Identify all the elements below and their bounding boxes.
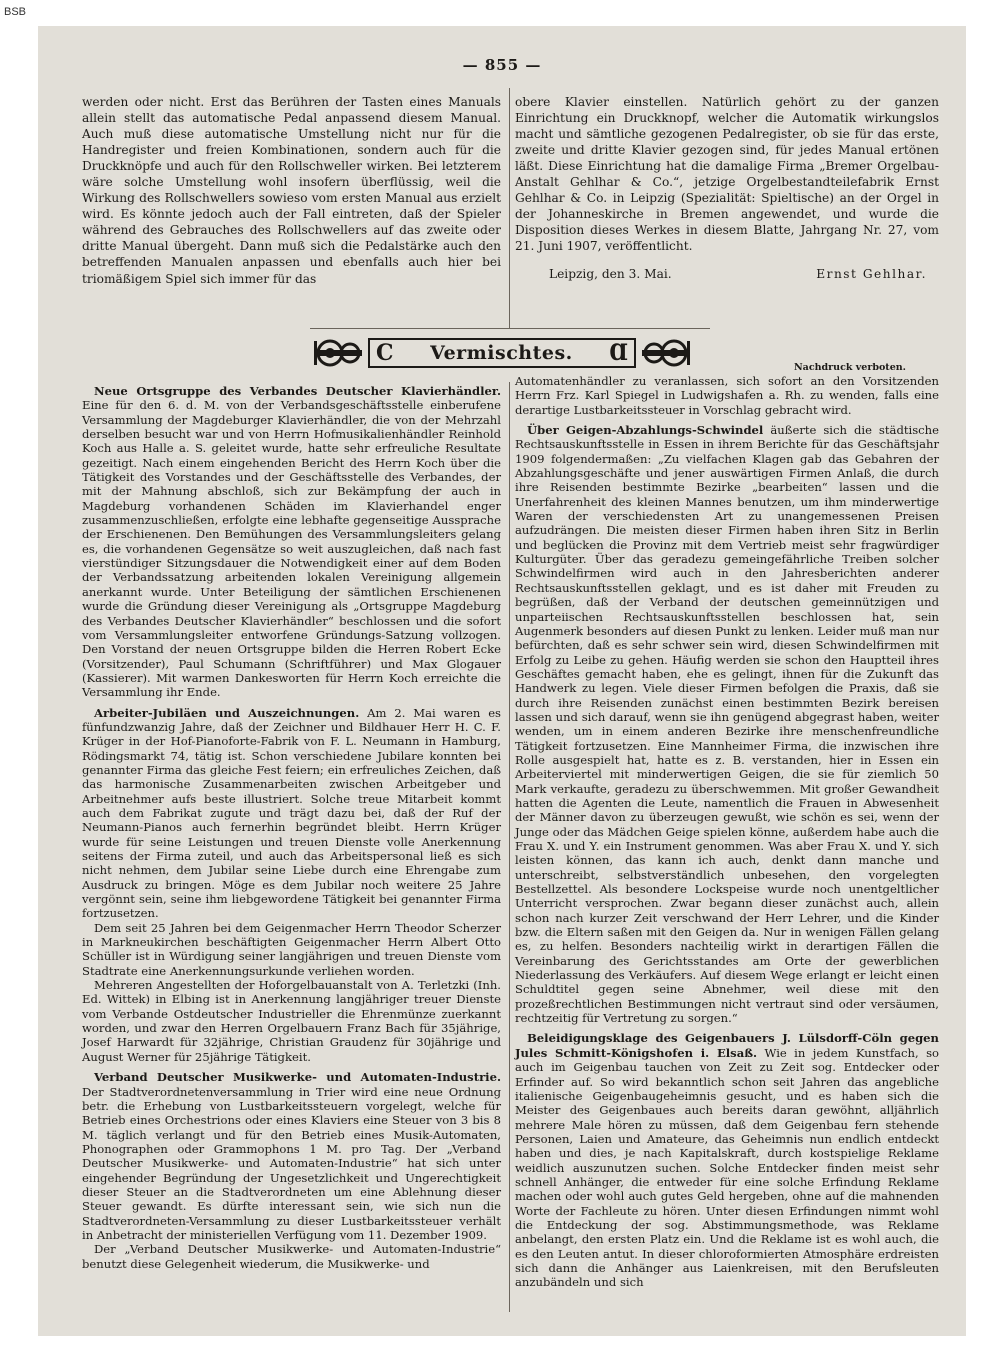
column-divider-bottom	[509, 382, 510, 1312]
article-paragraph	[82, 384, 501, 700]
section-title: Vermischtes.	[430, 342, 573, 364]
article-paragraph	[515, 1031, 939, 1289]
curl-left-icon: C	[376, 340, 394, 366]
section-banner	[314, 333, 690, 373]
top-left-text: werden oder nicht. Erst das Berühren der Tasten eines Manuals allein stellt das automatische Pedal anpassend diesem Manual. Auch muß diese automatische Umstellung nicht nur für die Handregister und freien Kombinationen, sondern auch für die Druckknöpfe und auch für den Rollschweller wirken. Bei letzterem wäre solche Umstellung wohl insofern überflüssig, weil die Wirkung des Rollschwellers sowieso vom ersten Manual aus erzielt wird. Es könnte jedoch auch der Fall eintreten, daß der Spieler während des Gebrauches des Rollschwellers auf das zweite oder dritte Manual übergeht. Dann muß sich die Pedalstärke auch den betreffenden Manualen anpassen und ebenfalls auch hier bei triomäßigem Spiel sich immer für das	[82, 95, 501, 286]
right-column	[515, 374, 939, 1290]
article-text: Mehreren Angestellten der Hoforgelbauanstalt von A. Terletzki (Inh. Ed. Wittek) in Elbing ist in Anerkennung langjähriger treuer Dienste vom Verbande Ostdeutscher Industrieller die Ehrenmünze zuerkannt worden, und zwar den Herren Orgelbauern Franz Bach für 35jährige, Josef Harwardt für 32jährige, Christian Graudenz für 30jährige und August Werner für 25jährige Tätigkeit.	[82, 978, 501, 1064]
signature-author: Ernst Gehlhar.	[816, 267, 927, 282]
article-paragraph	[82, 1070, 501, 1242]
article-text: Dem seit 25 Jahren bei dem Geigenmacher Herrn Theodor Scherzer in Markneukirchen beschäftigten Geigenmacher Herrn Albert Otto Schüller ist in Würdigung seiner langjährigen und treuen Dienste vom Stadtrate eine Anerkennungsurkunde verliehen worden.	[82, 920, 501, 978]
article-text: äußerte sich die städtische Rechtsauskunftsstelle in Essen in ihrem Berichte für das Geschäftsjahr 1909 folgendermaßen: „Zu vielfachen Klagen gab das Gebahren der Abzahlungsgeschäfte und jener auswärtigen Firmen Anlaß, die durch ihre Reisenden bestimmte Bezirke „bearbeiten“ lassen und die Unerfahrenheit des kleinen Mannes benutzen, um ihm minderwertige Waren der verschiedensten Art zu unangemessenen Preisen aufzudrängen. Die meisten dieser Firmen haben ihren Sitz in Berlin und beglücken die Provinz mit dem Vertrieb meist sehr fragwürdiger Kulturgüter. Über das geradezu gemeingefährliche Treiben solcher Schwindelfirmen wird auch in den Jahresberichten anderer Rechtsauskunftsstellen geklagt, und es ist daher mit Freuden zu begrüßen, daß der Verband der deutschen gemeinnützigen und unparteiischen Rechtsauskunftsstellen beschlossen hat, sein Augenmerk besonders auf diesen Punkt zu lenken. Leider muß man nur befürchten, daß es sehr schwer sein wird, diesen Schwindelfirmen mit Erfolg zu Leibe zu gehen. Häufig werden sie schon den Hauptteil ihres Geschäftes gemacht haben, ehe es gelingt, ihnen für die Zukunft das Handwerk zu legen. Viele dieser Firmen befolgen die Praxis, daß sie durch ihre Reisenden zunächst einen bestimmten Bezirk bereisen lassen und sich darauf, wenn sie ihn genügend abgegrast haben, weiter wenden, um in einem anderen Bezirke ihre menschenfreundliche Tätigkeit fortzusetzen. Eine Mannheimer Firma, die inzwischen ihre Rolle ausgespielt hat, hatte es z. B. verstanden, hier in Essen ein Arbeiterviertel mit minderwertigen Geigen, die sie für ziemlich 50 Mark verkaufte, geradezu zu überschwemmen. Mit großer Gewandheit hatten die Agenten die Leute, namentlich die Frauen in Abwesenheit der Männer davon zu überzeugen gewußt, wie schön es sei, wenn der Junge oder das Mädchen Geige spielen könne, außerdem habe auch die Frau X. und Y. ein Instrument genommen. Was aber Frau X. und Y. sich leisten können, das kann ich auch, denkt dann manche und unterschreibt, selbstverständlich unbesehen, den vorgelegten Bestellzettel. Als besondere Lockspeise wurde noch unentgeltlicher Unterricht versprochen. Zwar begann dieser zunächst auch, allein schon nach kurzer Zeit verschwand der Herr Lehrer, und die Kinder bzw. die Eltern saßen mit den Geigen da. Nur in wenigen Fällen gelang es, zu helfen. Besonders nachteilig wirkt in derartigen Fällen die Vereinbarung des Gerichtsstandes am Orte der gewerblichen Niederlassung des Verkäufers. Auf diesem Wege erlangt er leicht einen Schuldtitel gegen seine Abnehmer, weil diese mit den prozeßrechtlichen Bestimmungen nicht vertraut sind oder versäumen, rechtzeitig für Vertretung zu sorgen.“	[515, 423, 940, 1026]
reprint-note: Nachdruck verboten.	[794, 362, 906, 373]
article-text: Am 2. Mai waren es fünfundzwanzig Jahre, daß der Zeichner und Bildhauer Herr H. C. F. Krüger in der Hof-Pianoforte-Fabrik von F. L. Neumann in Hamburg, Rödingsmarkt 74, tätig ist. Schon verschiedene Jubilare konnten bei genannter Firma das gleiche Fest feiern; ein erfreuliches Zeichen, daß das harmonische Zusammenarbeiten zwischen Arbeitgeber und Arbeitnehmer aufs beste illustriert. Solche treue Mitarbeit kommt auch dem Fabrikat zugute und trägt dazu bei, daß der Ruf der Neumann-Pianos auch fernerhin begründet bleibt. Herrn Krüger wurde für seine Leistungen und treuen Dienste volle Anerkennung seitens der Firma zuteil, und auch das Arbeitspersonal ließ es sich nicht nehmen, dem Jubilar seine Liebe durch eine Ehrengabe zum Ausdruck zu bringen. Möge es dem Jubilar noch weitere 25 Jahre vergönnt sein, seine ihm liebgewordene Tätigkeit bei genannter Firma fortzusetzen.	[82, 705, 502, 921]
article-text: Automatenhändler zu veranlassen, sich sofort an den Vorsitzenden Herrn Frz. Karl Spiegel in Ludwigshafen a. Rh. zu wenden, falls eine derartige Lustbarkeitssteuer in Vorschlag gebracht wird.	[515, 374, 939, 417]
article-text: Eine für den 6. d. M. von der Verbandsgeschäftsstelle einberufene Versammlung der Magdeburger Klavierhändler, die von der Mehrzahl derselben besucht war und von Herrn Hofmusikalienhändler Reinhold Koch aus Halle a. S. geleitet wurde, hatte sehr erfreuliche Resultate gezeitigt. Nach einem eingehenden Bericht des Herrn Koch über die Tätigkeit des Vorstandes und der Geschäftsstelle des Verbandes, der mit der Mahnung abschloß, sich zur Bekämpfung der auch in Magdeburg vorhandenen Schäden im Klavierhandel enger zusammenzuschließen, erfolgte eine lebhafte gegenseitige Aussprache der Erschienenen. Den Bemühungen des Versammlungsleiters gelang es, die vorhandenen Gegensätze so weit auszugleichen, daß nach fast vierstündiger Sitzungsdauer die Notwendigkeit einer auf dem Boden der Verbandssatzung arbeitenden lokalen Vereinigung allgemein anerkannt wurde. Unter Beteiligung der sämtlichen Erschienenen wurde die Gründung dieser Vereinigung als „Ortsgruppe Magdeburg des Verbandes Deutscher Klavierhändler“ beschlossen und die sofort vom Versammlungsleiter entworfene Gründungs-Satzung vollzogen. Den Vorstand der neuen Ortsgruppe bilden die Herren Robert Ecke (Vorsitzender), Paul Schumann (Schriftführer) und Max Glogauer (Kassierer). Mit warmen Dankesworten für Herrn Koch erreichte die Versammlung ihr Ende.	[82, 398, 501, 700]
article-text: Wie in jedem Kunstfach, so auch im Geigenbau tauchen von Zeit zu Zeit sog. Entdecker oder Erfinder auf. So wird bekanntlich schon seit Jahren das angebliche italienische Geigenbaugeheimnis gesucht, und es haben sich die Meister des Geigenbaues auch bereits daran gewöhnt, alljährlich mehrere Male hören zu müssen, daß dem Geigenbau fern stehende Personen, Laien und Amateure, das Geheimnis nun endlich entdeckt haben und dies, je nach Kapitalskraft, durch kostspielige Reklame weidlich auszunutzen suchen. Solche Entdecker finden meist sehr schnell Anhänger, die entweder für eine solche Erfindung Reklame machen oder wohl auch gutes Geld hergeben, ohne auf die mahnenden Worte der Fachleute zu hören. Unter diesen Erfindungen nimmt wohl die Entdeckung der sog. Abstimmungsmethode, was Reklame anbelangt, den ersten Platz ein. Und die Reklame ist es wohl auch, die es den Leuten antut. In dieser chloroformierten Atmosphäre erdreisten sich dann die Anhänger aus Laienkreisen, mit den Berufsleuten anzubändeln und sich	[515, 1045, 939, 1290]
top-right-text: obere Klavier einstellen. Natürlich gehört zu der ganzen Einrichtung ein Druckknopf, welcher die Automatik wirkungslos macht und sämtliche gezogenen Pedalregister, ob sie für das erste, zweite und dritte Klavier gezogen sind, für jedes Manual ertönen läßt. Diese Einrichtung hat die damalige Firma „Bremer Orgelbau-Anstalt Gehlhar & Co.“, jetzige Orgelbestandteilefabrik Ernst Gehlhar & Co. in Leipzig (Spezialität: Spieltische) an der Orgel in der Johanneskirche in Bremen angewendet, und wurde die Disposition dieses Werkes in diesem Blatte, Jahrgang Nr. 27, vom 21. Juni 1907, veröffentlicht.	[515, 95, 939, 254]
ornament-left-icon	[314, 333, 364, 373]
article-heading: Über Geigen-Abzahlungs-Schwindel	[527, 423, 764, 438]
article-paragraph	[82, 921, 501, 978]
article-paragraph	[82, 978, 501, 1064]
signature-line	[515, 266, 939, 282]
column-divider-top	[509, 88, 510, 328]
article-text: Der Stadtverordnetenversammlung in Trier wird eine neue Ordnung betr. die Erhebung von Lustbarkeitssteuern vorgelegt, welche für Betrieb eines Orchestrions oder eines Klaviers eine Steuer von 3 bis 8 M. täglich verlangt und für den Betrieb eines Musik-Automaten, Phonographen oder Grammophons 1 M. pro Tag. Der „Verband Deutscher Musikwerke- und Automaten-Industrie“ hat sich unter eingehender Begründung der Ungesetzlichkeit und Ungerechtigkeit dieser Steuer an die Stadtverordneten um eine Ablehnung dieser Steuer gewandt. Es dürfte interessant sein, wie sich nun die Stadtverordneten-Versammlung zu dieser Lustbarkeitssteuer verhält in Anbetracht der ministeriellen Verfügung vom 11. Dezember 1909.	[82, 1084, 501, 1242]
article-heading: Verband Deutscher Musikwerke- und Automaten-Industrie.	[94, 1070, 501, 1085]
article-paragraph	[515, 423, 939, 1025]
article-text: Der „Verband Deutscher Musikwerke- und Automaten-Industrie“ benutzt diese Gelegenheit wiederum, die Musikwerke- und	[82, 1242, 501, 1271]
left-column	[82, 384, 501, 1271]
article-heading: Neue Ortsgruppe des Verbandes Deutscher Klavierhändler.	[94, 384, 501, 398]
article-heading: Arbeiter-Jubiläen und Auszeichnungen.	[94, 705, 360, 720]
curl-right-icon: Ɑ	[609, 340, 628, 366]
article-heading: Beleidigungsklage des Geigenbauers J. Lülsdorff-Cöln gegen Jules Schmitt-Königshofen i. Elsaß.	[515, 1031, 939, 1060]
article-paragraph	[82, 1242, 501, 1271]
article-paragraph	[515, 374, 939, 417]
top-left-column	[82, 94, 501, 287]
scanned-page	[38, 26, 966, 1336]
library-mark: BSB	[4, 6, 27, 18]
top-right-column	[515, 94, 939, 283]
section-rule	[310, 328, 710, 329]
page-number: — 855 —	[462, 56, 542, 74]
ornament-right-icon	[640, 333, 690, 373]
article-paragraph	[82, 706, 501, 921]
section-title-box	[368, 338, 636, 368]
signature-place-date: Leipzig, den 3. Mai.	[549, 267, 672, 282]
